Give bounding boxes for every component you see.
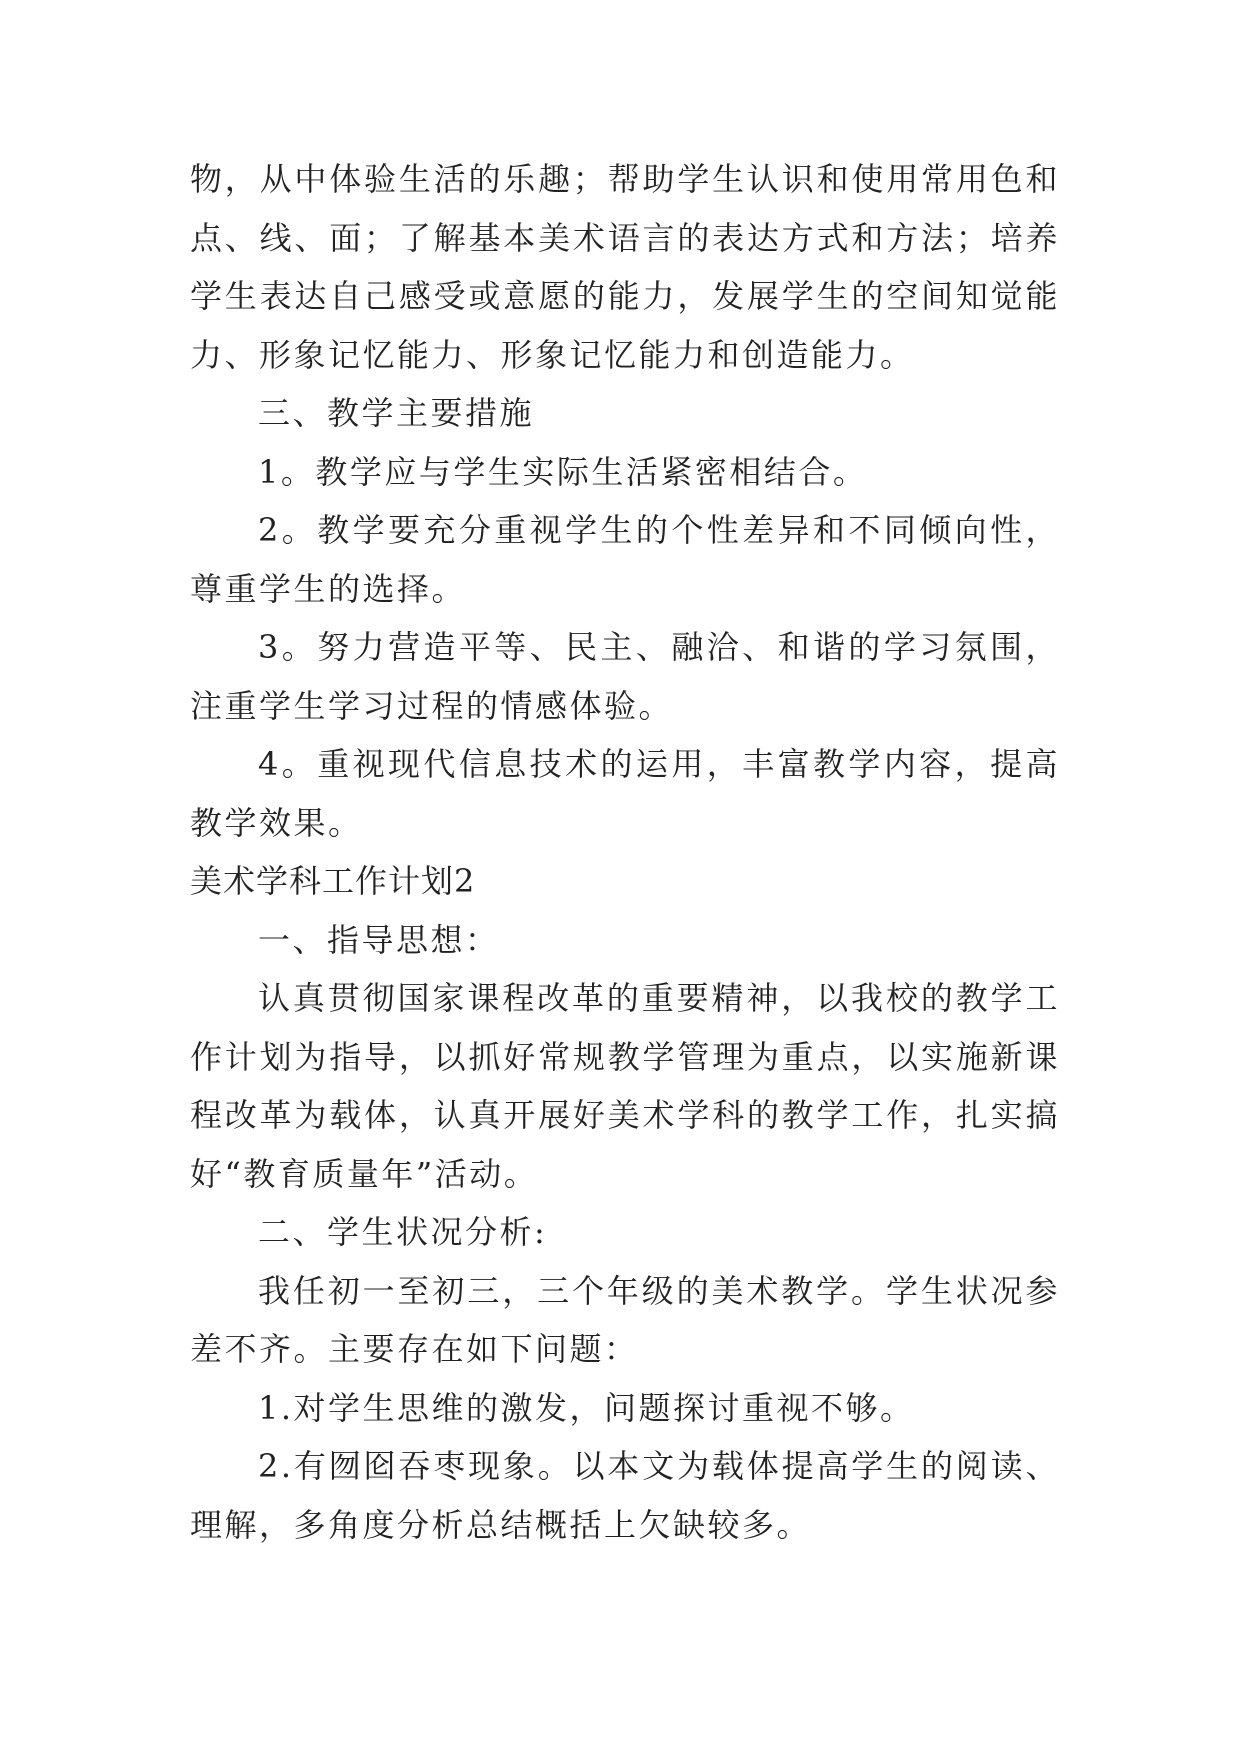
list-item-measure-2: 2。教学要充分重视学生的个性差异和不同倾向性，尊重学生的选择。 (190, 511, 1060, 608)
paragraph-student-analysis: 我任初一至初三，三个年级的美术教学。学生状况参差不齐。主要存在如下问题： (190, 1271, 1060, 1368)
paragraph-guiding-thought: 认真贯彻国家课程改革的重要精神，以我校的教学工作计划为指导，以抓好常规教学管理为重点，以实施新课程改革为载体，认真开展好美术学科的教学工作，扎实搞好“教育质量年”活动。 (190, 979, 1060, 1193)
document-title: 美术学科工作计划2 (190, 862, 476, 900)
document-page (190, 150, 1060, 1554)
list-item-problem-1: 1.对学生思维的激发，问题探讨重视不够。 (258, 1388, 915, 1427)
list-item-problem-2: 2.有囫囵吞枣现象。以本文为载体提高学生的阅读、理解，多角度分析总结概括上欠缺较多。 (190, 1447, 1060, 1544)
paragraph-continuation: 物，从中体验生活的乐趣；帮助学生认识和使用常用色和点、线、面；了解基本美术语言的表达方式和方法；培养学生表达自己感受或意愿的能力，发展学生的空间知觉能力、形象记忆能力、形象记忆能力和创造能力。 (190, 160, 1060, 374)
section-heading-guiding-thought: 一、指导思想： (258, 920, 500, 959)
list-item-measure-1: 1。教学应与学生实际生活紧密相结合。 (258, 452, 868, 491)
section-heading-measures: 三、教学主要措施 (258, 394, 535, 432)
section-heading-student-analysis: 二、学生状况分析: (258, 1213, 548, 1251)
list-item-measure-3: 3。努力营造平等、民主、融洽、和谐的学习氛围，注重学生学习过程的情感体验。 (190, 628, 1060, 725)
list-item-measure-4: 4。重视现代信息技术的运用，丰富教学内容，提高教学效果。 (190, 745, 1060, 842)
